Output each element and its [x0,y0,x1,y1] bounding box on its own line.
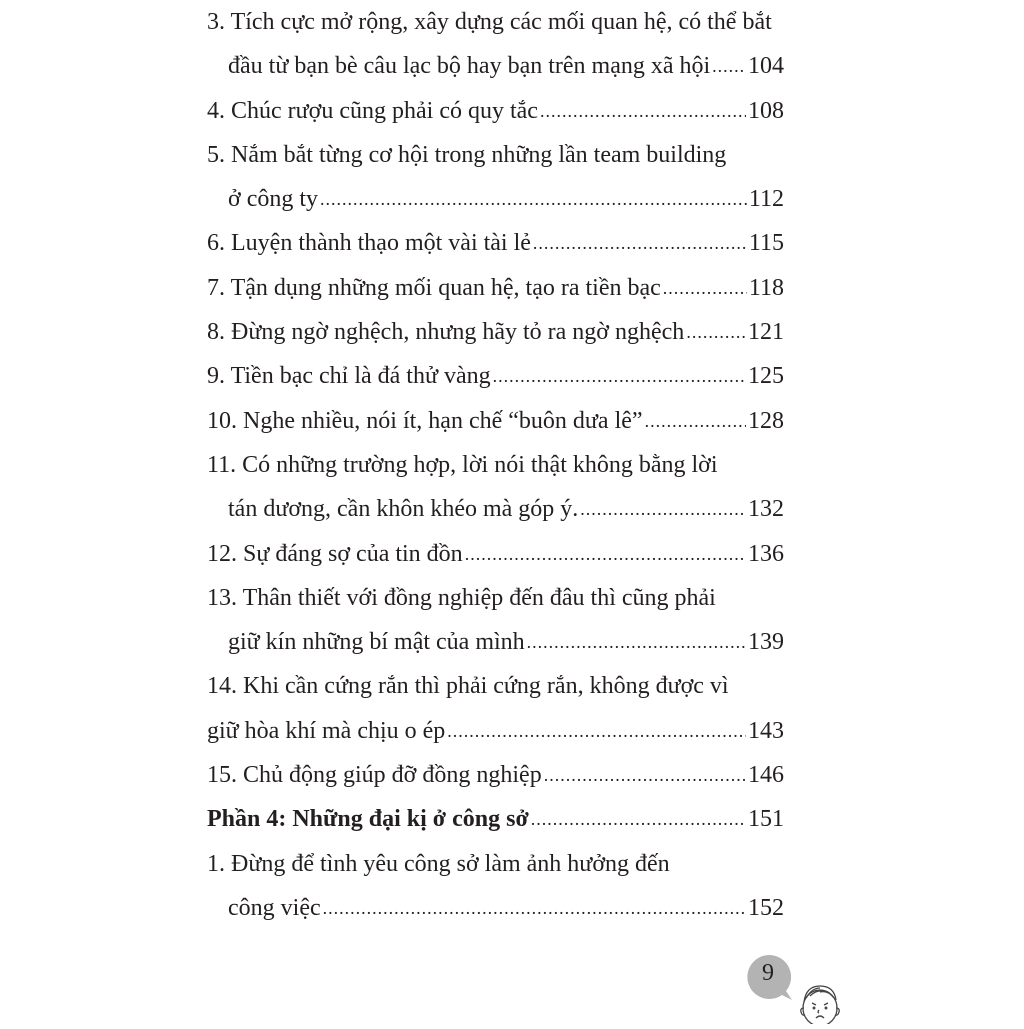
entry-title: ở công ty [228,186,319,213]
toc-entry-line [207,266,784,310]
entry-title: 7. Tận dụng những mối quan hệ, tạo ra tiền bạc [207,274,661,301]
toc-entry-line [207,576,784,620]
toc-entry-line [207,443,784,487]
toc-entry-line [207,487,784,531]
page-ref: 108 [748,97,784,124]
entry-title: 12. Sự đáng sợ của tin đồn [207,540,463,567]
dot-leader [527,620,746,664]
toc-entry-line [207,532,784,576]
entry-title: 10. Nghe nhiều, nói ít, hạn chế “buôn dưa lê” [207,407,643,434]
toc-entry-line [207,89,784,133]
dot-leader [447,709,746,753]
page-ref: 146 [748,762,784,789]
entry-title: 9. Tiền bạc chỉ là đá thử vàng [207,363,491,390]
section-title: Phần 4: Những đại kị ở công sở [207,806,529,833]
dot-leader [663,266,747,310]
page-ref: 132 [748,496,784,523]
speech-bubble-face-icon [740,950,840,1024]
toc-entry-line [207,709,784,753]
entry-title: 4. Chúc rượu cũng phải có quy tắc [207,97,538,124]
toc-entry-line [207,310,784,354]
entry-title: đầu từ bạn bè câu lạc bộ hay bạn trên mạng xã hội [228,53,711,80]
toc-entry-line [207,664,784,708]
toc-entry-line [207,399,784,443]
dot-leader [320,177,747,221]
toc-entry-line [207,620,784,664]
page-footer [740,950,840,1024]
dot-leader [465,532,746,576]
toc-entry-line [207,886,784,930]
toc-entry-line [207,354,784,398]
toc-entry-line [207,177,784,221]
toc-entry-line [207,221,784,265]
entry-title: 14. Khi cần cứng rắn thì phải cứng rắn, không được vì [207,673,729,700]
dot-leader [540,89,746,133]
dot-leader [323,886,746,930]
entry-title: giữ kín những bí mật của mình [228,629,525,656]
page-ref: 118 [748,274,784,301]
dot-leader [645,399,746,443]
toc-entry-line [207,0,784,44]
entry-title: 5. Nắm bắt từng cơ hội trong những lần team building [207,141,727,168]
entry-title: công việc [228,894,321,921]
entry-title: 6. Luyện thành thạo một vài tài lẻ [207,230,531,257]
page-ref: 151 [748,806,784,833]
table-of-contents [207,0,784,930]
entry-title: 13. Thân thiết với đồng nghiệp đến đâu thì cũng phải [207,584,716,611]
page-ref: 125 [748,363,784,390]
toc-entry-line [207,842,784,886]
dot-leader [580,487,746,531]
page-ref: 152 [748,894,784,921]
entry-title: 11. Có những trường hợp, lời nói thật không bằng lời [207,451,718,478]
page-ref: 143 [748,717,784,744]
page-number: 9 [762,960,774,986]
toc-section-heading [207,797,784,841]
page-ref: 115 [748,230,784,257]
entry-title: giữ hòa khí mà chịu o ép [207,717,446,744]
page-ref: 136 [748,540,784,567]
dot-leader [533,221,747,265]
page-ref: 104 [748,53,784,80]
page-ref: 121 [748,319,784,346]
entry-title: 8. Đừng ngờ nghệch, nhưng hãy tỏ ra ngờ nghệch [207,319,685,346]
dot-leader [544,753,746,797]
dot-leader [686,310,746,354]
page-ref: 112 [748,186,784,213]
entry-title: 15. Chủ động giúp đỡ đồng nghiệp [207,762,542,789]
dot-leader [531,797,746,841]
entry-title: 3. Tích cực mở rộng, xây dựng các mối quan hệ, có thể bắt [207,9,772,35]
dot-leader [712,44,746,88]
toc-entry-line [207,133,784,177]
entry-title: 1. Đừng để tình yêu công sở làm ảnh hưởng đến [207,850,670,877]
page-ref: 128 [748,407,784,434]
page-ref: 139 [748,629,784,656]
dot-leader [493,354,746,398]
toc-entry-line [207,44,784,88]
entry-title: tán dương, cần khôn khéo mà góp ý. [228,496,579,523]
toc-entry-line [207,753,784,797]
